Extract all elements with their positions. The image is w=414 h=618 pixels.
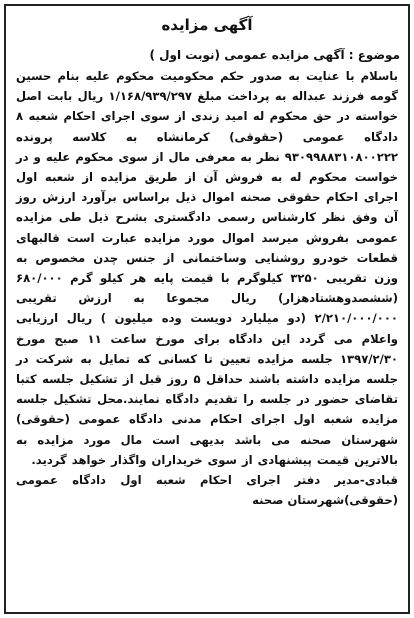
notice-body: باسلام با عنایت به صدور حکم محکومیت محکوم علیه بنام حسین گومه فرزند عبداله به پرداخت مبلغ ۱/۱۶۸/۹۳۹/۲۹۷ ریال بابت اصل خواسته در حق محکوم له امید زندی از سوی اجرای احکام شعبه ۸ دادگاه عمومی (حقوقی) کرمانشاه به کلاسه پرونده ۹۳۰۹۹۸۸۳۱۰۸۰۰۲۲۲ نظر به معرفی مال از سوی محکوم علیه و در خواست محکوم له به فروش آن از طریق مزایده از شعبه اول اجرای احکام حقوقی صحنه اموال ذیل براساس برآورد ارزش روز آن وفق نظر کارشناس رسمی دادگستری بشرح ذیل طی مزایده عمومی بفروش میرسد اموال مورد مزایده عبارت است قالبهای قطعات خودرو روشنایی وساختمانی از جنس چدن مخصوص به وزن تقریبی ۳۲۵۰ کیلوگرم با قیمت پایه هر کیلو گرم ۶۸۰/۰۰۰ (ششصدوهشتادهزار) ریال مجموعا به ارزش تقریبی ۲/۲۱۰/۰۰۰/۰۰۰ (دو میلیارد دویست وده میلیون ) ریال ارزیابی واعلام می گردد این دادگاه برای مورخ ساعت ۱۱ صبح مورخ ۱۳۹۷/۲/۳۰ جلسه مزایده تعیین تا کسانی که تمایل به شرکت در جلسه مزایده داشته باشند حداقل ۵ روز قبل از تشکیل جلسه کتبا تقاضای حضور در جلسه را تقدیم دادگاه نمایند.محل تشکیل جلسه مزایده شعبه اول اجرای احکام مدنی دادگاه عمومی (حقوقی) شهرستان صحنه می باشد بدیهی است مال مورد مزایده به بالاترین قیمت پیشنهادی از سوی خریداران واگذار خواهد گردید. — [16, 69, 399, 467]
notice-title: آگهی مزایده — [161, 16, 253, 34]
notice-signature: قبادی-مدیر دفتر اجرای احکام شعبه اول دادگاه عمومی (حقوقی)شهرستان صحنه — [16, 473, 398, 508]
notice-subject: موضوع : آگهی مزایده عمومی (نوبت اول ) — [149, 48, 400, 62]
